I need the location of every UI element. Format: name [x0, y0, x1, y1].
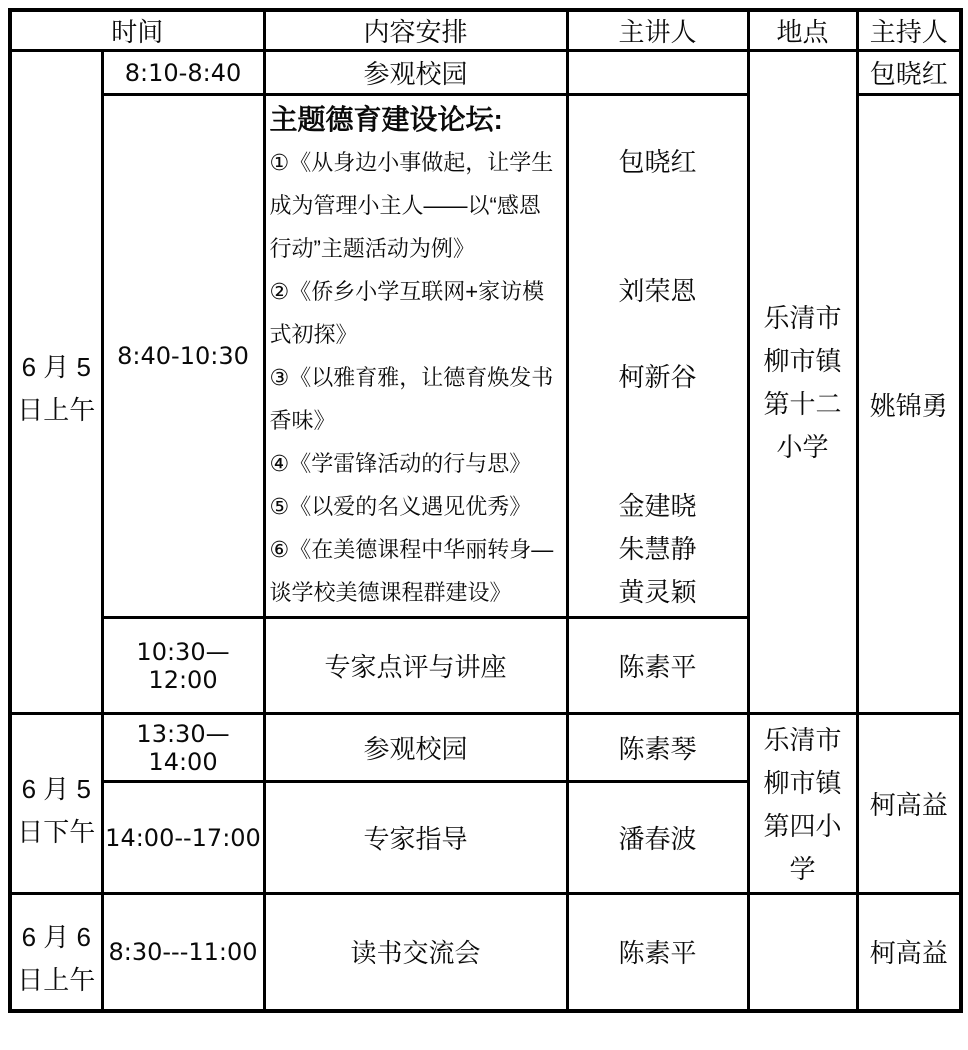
cell-day1-afternoon-host: 柯高益 — [857, 714, 961, 894]
day2-morning-day-label: 6 月 6 日上午 — [17, 921, 96, 995]
cell-tour-pm-time: 13:30—14:00 — [102, 714, 264, 782]
cell-review-speaker: 陈素平 — [567, 618, 748, 714]
cell-forum-speakers — [567, 95, 748, 618]
cell-reading-speaker: 陈素平 — [567, 894, 748, 1011]
header-cell-host: 主持人 — [857, 10, 961, 51]
row-campus-tour-pm — [10, 714, 961, 782]
cell-day2-morning-location — [748, 894, 857, 1011]
cell-day1-morning-day — [10, 51, 102, 714]
cell-guidance-content: 专家指导 — [264, 782, 567, 894]
cell-day1-afternoon-day — [10, 714, 102, 894]
cell-tour-am-content: 参观校园 — [264, 51, 567, 95]
cell-reading-time: 8:30---11:00 — [102, 894, 264, 1011]
row-campus-tour-am — [10, 51, 961, 95]
cell-forum-content — [264, 95, 567, 618]
header-row — [10, 10, 961, 51]
cell-forum-time: 8:40-10:30 — [102, 95, 264, 618]
row-reading-exchange — [10, 894, 961, 1011]
cell-tour-pm-content: 参观校园 — [264, 714, 567, 782]
cell-day2-morning-host: 柯高益 — [857, 894, 961, 1011]
schedule-table — [8, 8, 963, 1013]
cell-day1-afternoon-location — [748, 714, 857, 894]
forum-content-lines: 主题德育建设论坛: ①《从身边小事做起，让学生 成为管理小主人——以“感恩 行动”主题活动为例》 ②《侨乡小学互联网+家访模 式初探》 ③《以雅育雅，让德育焕发书 香味》 ④《学雷锋活动的行与思》 ⑤《以爱的名义遇见优秀》 ⑥《在美德课程中华丽转身— 谈学校美德课程群建设》 — [269, 104, 554, 605]
cell-tour-pm-speaker: 陈素琴 — [567, 714, 748, 782]
day1-afternoon-location-label: 乐清市 柳市镇 第四小 学 — [763, 724, 842, 884]
cell-review-time: 10:30—12:00 — [102, 618, 264, 714]
header-cell-location: 地点 — [748, 10, 857, 51]
cell-review-content: 专家点评与讲座 — [264, 618, 567, 714]
cell-tour-am-time: 8:10-8:40 — [102, 51, 264, 95]
header-cell-speaker: 主讲人 — [567, 10, 748, 51]
cell-tour-am-speaker — [567, 51, 748, 95]
cell-reading-content: 读书交流会 — [264, 894, 567, 1011]
cell-tour-am-host: 包晓红 — [857, 51, 961, 95]
day1-afternoon-day-label: 6 月 5 日下午 — [17, 773, 96, 847]
header-cell-content: 内容安排 — [264, 10, 567, 51]
cell-guidance-speaker: 潘春波 — [567, 782, 748, 894]
day1-morning-day-label: 6 月 5 日上午 — [17, 352, 96, 425]
day1-morning-location-label: 乐清市 柳市镇 第十二 小学 — [763, 303, 842, 462]
cell-day2-morning-day — [10, 894, 102, 1011]
forum-speaker-lines: 包晓红 刘荣恩 柯新谷 金建晓 朱慧静 黄灵颖 — [618, 147, 697, 607]
cell-guidance-time: 14:00--17:00 — [102, 782, 264, 894]
cell-day1-morning-location — [748, 51, 857, 714]
cell-forum-host: 姚锦勇 — [857, 95, 961, 714]
header-cell-time: 时间 — [10, 10, 264, 51]
